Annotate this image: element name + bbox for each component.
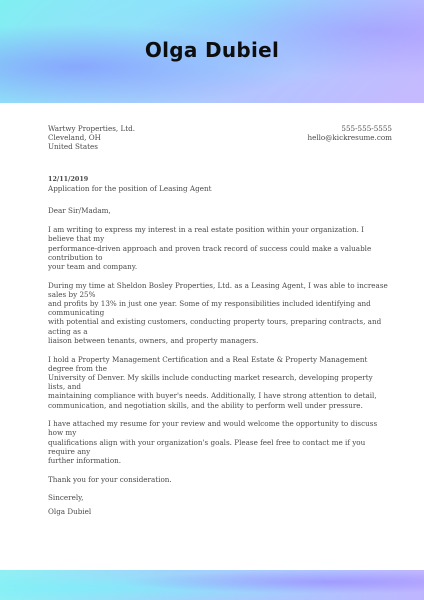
recipient-address [48, 124, 135, 152]
text-line: communication, and negotiation skills, and the ability to perform well under pressure. [48, 400, 363, 410]
signature-name: Olga Dubiel [48, 506, 92, 516]
recipient-country: United States [48, 142, 98, 152]
header-banner [0, 0, 424, 103]
text-line: I am writing to express my interest in a real estate position within your organization. I believe that my [48, 225, 364, 244]
text-line: your team and company. [48, 261, 138, 271]
paragraph-experience [48, 281, 388, 345]
salutation: Dear Sir/Madam, [48, 206, 111, 216]
sender-contact [307, 124, 392, 142]
paragraph-skills [48, 355, 388, 410]
text-line: liaison between tenants, owners, and property managers. [48, 335, 259, 345]
text-line: During my time at Sheldon Bosley Properties, Ltd. as a Leasing Agent, I was able to increase sales by 25% [48, 280, 388, 299]
text-line: University of Denver. My skills include conducting market research, developing property lists, and [48, 372, 373, 392]
letter-subject: Application for the position of Leasing Agent [48, 184, 212, 194]
email-address: hello@kickresume.com [307, 133, 392, 143]
text-line: I hold a Property Management Certification and a Real Estate & Property Management degree from the [48, 354, 368, 373]
letter-body [48, 175, 388, 525]
recipient-city: Cleveland, OH [48, 133, 101, 143]
text-line: with potential and existing customers, conducting property tours, preparing contracts, and acting as a [48, 317, 382, 336]
text-line: I have attached my resume for your review and would welcome the opportunity to discuss how my [48, 419, 378, 438]
text-line: qualifications align with your organization's goals. Please feel free to contact me if you require any [48, 437, 366, 456]
thanks-line: Thank you for your consideration. [48, 474, 172, 484]
letter-date: 12/11/2019 [48, 175, 89, 183]
text-line: maintaining compliance with buyer's needs. Additionally, I have strong attention to detail, [48, 391, 377, 401]
text-line: and profits by 13% in just one year. Some of my responsibilities included identifying and communicating [48, 299, 371, 318]
paragraph-closing [48, 419, 388, 465]
text-line: further information. [48, 456, 122, 466]
applicant-name: Olga Dubiel [144, 38, 280, 62]
closing-line: Sincerely, [48, 493, 84, 503]
text-line: performance-driven approach and proven track record of success could make a valuable contribution to [48, 243, 372, 262]
paragraph-intro [48, 225, 388, 271]
phone-number: 555-555-5555 [341, 124, 392, 133]
footer-banner [0, 570, 424, 600]
recipient-company: Wartwy Properties, Ltd. [48, 124, 136, 133]
